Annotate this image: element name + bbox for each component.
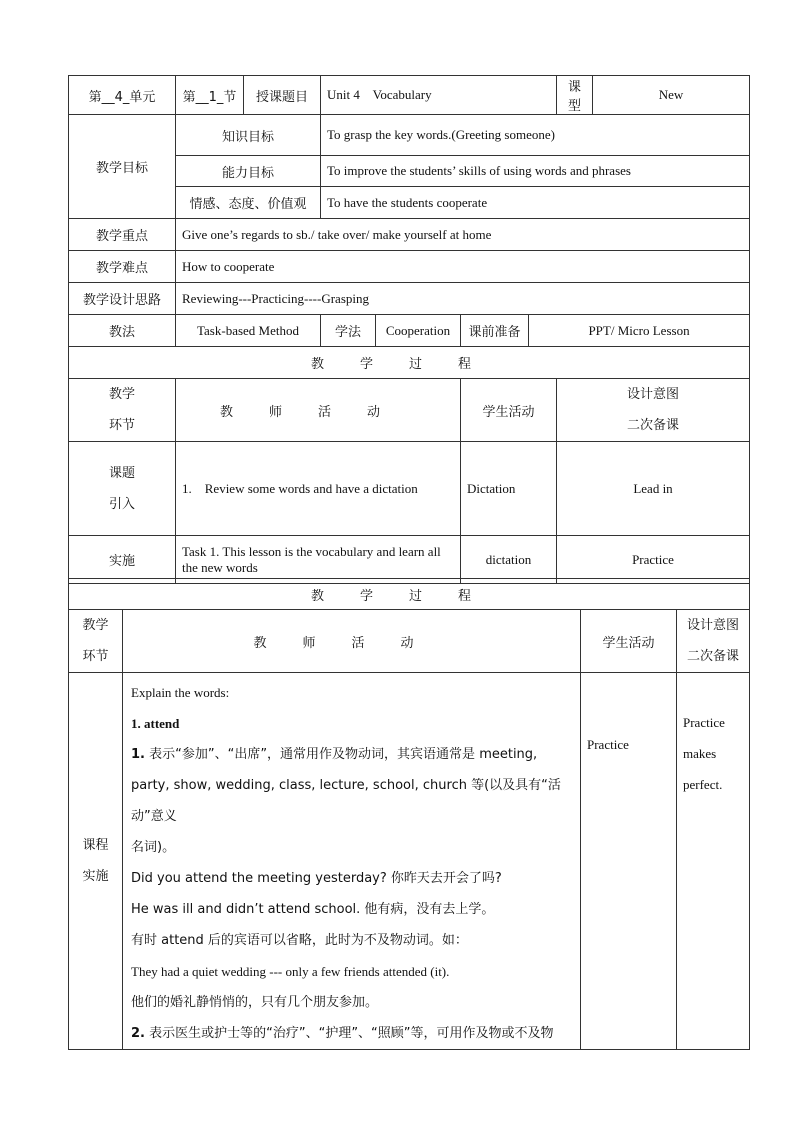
header-row — [69, 76, 750, 115]
explain-heading: Explain the words: — [131, 685, 230, 700]
unit-cell: 第__4_单元 — [69, 76, 176, 115]
methods-row — [69, 315, 750, 347]
type-label: 课型 — [557, 76, 593, 115]
student-column-header: 学生活动 — [461, 379, 557, 442]
teacher-activity: Task 1. This lesson is the vocabulary and learn all the new words — [176, 536, 461, 584]
stage-column-header: 教学 环节 — [69, 610, 123, 673]
objective-value: To improve the students’ skills of using words and phrases — [321, 156, 750, 187]
design-column-header: 设计意图 二次备课 — [677, 610, 750, 673]
process-title: 教学过程 — [69, 579, 750, 610]
teach-method-value: Task-based Method — [176, 315, 321, 347]
explanation-line: 2. 表示医生或护士等的“治疗”、“护理”、“照顾”等，可用作及物或不及物 — [131, 1026, 554, 1041]
objective-value: To have the students cooperate — [321, 187, 750, 219]
column-header-row — [69, 610, 750, 673]
stage-cell: 实施 — [69, 536, 176, 584]
learn-method-value: Cooperation — [376, 315, 461, 347]
student-column-header: 学生活动 — [581, 610, 677, 673]
explanation-line: 有时 attend 后的宾语可以省略，此时为不及物动词。如： — [131, 933, 468, 948]
difficulties-value: How to cooperate — [176, 251, 750, 283]
teacher-activity — [123, 673, 581, 1050]
objectives-label: 教学目标 — [69, 115, 176, 219]
example-translation: 他们的婚礼静悄悄的，只有几个朋友参加。 — [131, 995, 379, 1010]
stage-column-header: 教学 环节 — [69, 379, 176, 442]
objective-label: 知识目标 — [176, 115, 321, 156]
objective-label: 能力目标 — [176, 156, 321, 187]
explanation-line: 名词)。 — [131, 840, 176, 855]
section-cell: 第__1_节 — [176, 76, 244, 115]
process-title-row — [69, 347, 750, 379]
topic-value: Unit 4 Vocabulary — [321, 76, 557, 115]
design-label: 教学设计思路 — [69, 283, 176, 315]
prep-value: PPT/ Micro Lesson — [529, 315, 750, 347]
difficulties-label: 教学难点 — [69, 251, 176, 283]
stage-cell: 课程 实施 — [69, 673, 123, 1050]
teacher-column-header: 教师活动 — [123, 610, 581, 673]
explanation-line: party, show, wedding, class, lecture, school, church 等(以及具有“活动”意义 — [131, 778, 561, 824]
process-title: 教学过程 — [69, 347, 750, 379]
design-value: Reviewing---Practicing----Grasping — [176, 283, 750, 315]
process-title-row — [69, 579, 750, 610]
explanation-line: 1. 表示“参加”、“出席”，通常用作及物动词，其宾语通常是 meeting, — [131, 747, 538, 762]
objective-row — [69, 115, 750, 156]
student-activity: dictation — [461, 536, 557, 584]
teacher-activity: 1. Review some words and have a dictation — [176, 442, 461, 536]
implementation-row — [69, 673, 750, 1050]
design-intent: Practice — [557, 536, 750, 584]
objective-value: To grasp the key words.(Greeting someone) — [321, 115, 750, 156]
lesson-row — [69, 536, 750, 584]
column-header-row — [69, 379, 750, 442]
lesson-plan-table — [68, 75, 750, 584]
lesson-row — [69, 442, 750, 536]
stage-cell: 课题 引入 — [69, 442, 176, 536]
design-intent: Practice makes perfect. — [677, 673, 750, 1050]
design-column-header: 设计意图 二次备课 — [557, 379, 750, 442]
student-activity: Practice — [581, 673, 677, 1050]
example-sentence: Did you attend the meeting yesterday? 你昨天去开会了吗? — [131, 871, 502, 886]
word-heading: 1. attend — [131, 716, 180, 731]
example-sentence: He was ill and didn’t attend school. 他有病，没有去上学。 — [131, 902, 495, 917]
prep-label: 课前准备 — [461, 315, 529, 347]
difficulties-row — [69, 251, 750, 283]
design-row — [69, 283, 750, 315]
example-sentence: They had a quiet wedding --- only a few friends attended (it). — [131, 964, 450, 979]
learn-method-label: 学法 — [321, 315, 376, 347]
objective-label: 情感、态度、价值观 — [176, 187, 321, 219]
type-value: New — [593, 76, 750, 115]
teach-method-label: 教法 — [69, 315, 176, 347]
key-points-label: 教学重点 — [69, 219, 176, 251]
lesson-process-table — [68, 578, 750, 1050]
key-points-row — [69, 219, 750, 251]
topic-label: 授课题目 — [244, 76, 321, 115]
design-intent: Lead in — [557, 442, 750, 536]
key-points-value: Give one’s regards to sb./ take over/ make yourself at home — [176, 219, 750, 251]
student-activity: Dictation — [461, 442, 557, 536]
teacher-column-header: 教师活动 — [176, 379, 461, 442]
